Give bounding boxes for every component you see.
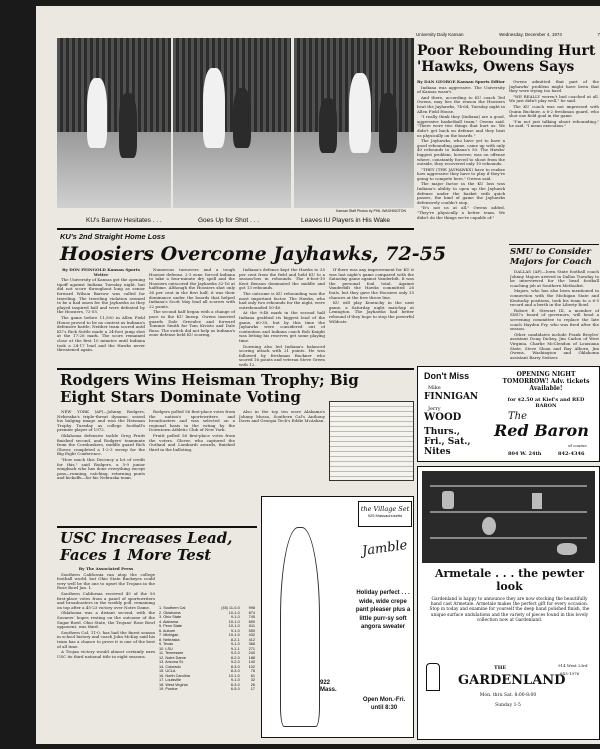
- photo-leaves-players: [294, 38, 414, 208]
- usc-headline: USC Increases Lead, Faces 1 More Test: [60, 529, 233, 564]
- mike-label: Mike: [428, 385, 441, 391]
- hoosiers-col3: Indiana's defense kept the Hawks to 35 per cent from the field and held KU to a season-low in rebounds. The 6-foot-10 Kent Benson dominated the middle and got 13 rebounds. The outcome is KU rebounding was the most important factor. The Hawks, who had only two rebounds for the night, were outrebounded 50-40. At the 9:48 mark in the second half Indiana grabbed its biggest lead of the game, 60-35, but by this time the Jayhawks were considered out of contention and Indiana coach Bob Knight was letting his reserves get some playing time. Downing also led Indiana's balanced scoring attack with 21 points. He was followed by freshman Buckner who scored 16 points and veteran Steve Green with 12.: [239, 268, 325, 366]
- rodgers-headline: Rodgers Wins Heisman Trophy; Big Eight Stars Dominate Voting: [60, 371, 359, 406]
- smu-headline: SMU to Consider Majors for Coach: [510, 247, 592, 267]
- ranking-row: 10. LSU 9-1-1 271: [159, 646, 255, 651]
- rodgers-col1: NEW YORK (AP)—Johnny Rodgers, Nebraska's triple-threat dynamo, seized his bulging image and won the Heisman Trophy Tuesday as college football's premier player of 1972. Oklahoma defensive tackle Greg Pruitt finished second, and Rodgers' teammate from the Cornhuskers, middle guard Rich Glover, completed a 1-2-3 sweep for the Big Eight Conference. "How much this Decency a lot of credit for this," said Rodgers, a 5-9 junior wingback who has done everything except pass—running, catching, returning punts and kickoffs—for his Nebraska team.: [57, 410, 145, 481]
- hoosiers-kicker: KU's 2nd Straight Home Loss: [60, 232, 166, 241]
- wood-label: WOOD: [424, 412, 462, 423]
- ticket-offer: for $2.50 at Kief's and RED BARON: [507, 397, 585, 409]
- ranking-row: 15. UCLA 8-3-0 76: [159, 669, 255, 673]
- ranking-row: 8. Nebraska 8-2-1 412: [159, 637, 255, 642]
- ranking-row: 1. Southern Cal (45) 11-0-0 998: [159, 606, 255, 610]
- lantern-icon: [426, 663, 440, 691]
- newspaper-page: [36, 6, 600, 744]
- gardenland-hours: Mon. thru Sat. 8:00-8:00: [479, 693, 537, 698]
- caption-2: Goes Up for Shot . . .: [198, 217, 260, 224]
- ranking-row: 19. Purdue 6-5-0 17: [159, 687, 255, 691]
- pewter-photo: [422, 471, 595, 563]
- hoosiers-col1: By DON FEINGOLD Kansan Sports Writer The University of Kansas got the opening tipoff against Indiana Tuesday night, but did not score throughout long as senior forward Wilson Barrow was called for traveling. The traveling violation seemed to be a bad omen for the Jayhawks as they played inspired ball and were defeated by the Hoosiers, 72-55. The game before 11,500 in Allen Field House proved to be no contest as Indiana's defensive battle. Neither team scored until KU's Rick Suttle made a 24-foot jump shot at the 17:26 mark. The score remained close at the first 10 minutes until Indiana took a 24-17 lead and the Hawks never threatened again.: [57, 268, 145, 353]
- ranking-row: 14. Colorado 8-3-0 102: [159, 664, 255, 669]
- gardenland-sunday: Sunday 1-5: [495, 703, 521, 708]
- show-days: Thurs., Fri., Sat., Nites: [424, 427, 471, 457]
- gardenland-the: THE: [494, 665, 507, 671]
- ranking-row: 9. Texas 9-1-0 366: [159, 642, 255, 646]
- heisman-vote-table: [329, 401, 414, 481]
- jamble-logo: Jamble: [361, 537, 409, 560]
- ranking-row: 7. Michigan 10-1-0 432: [159, 633, 255, 637]
- ranking-row: 6. Auburn 9-1-0 550: [159, 628, 255, 633]
- armetale-body: Gardenland is happy to announce they are now stocking the beautifully hand cast Armetale. Armetale makes the perfect gift for every occasion. Stop in today and examine for yourself the deep hand polished finish, the unique surface undulations and the variety of pieces found in this lovely collection now at Gardenland.: [429, 597, 590, 623]
- opening-night: OPENING NIGHT TOMORROW! Adv. tickets Available!: [502, 371, 590, 392]
- usc-rankings-table: [157, 606, 257, 692]
- caption-3: Leaves IU Players in His Wake: [301, 217, 390, 224]
- page-header: [416, 32, 600, 37]
- dont-miss: Don't Miss: [424, 371, 470, 381]
- red-baron-of-course: of course: [568, 443, 587, 448]
- villager-mass: Mass.: [320, 687, 337, 693]
- finnigan-label: FINNIGAN: [424, 392, 479, 402]
- caption-1: KU's Barrow Hesitates . . .: [86, 217, 162, 224]
- gardenland-phone: 843-1976: [560, 671, 580, 676]
- red-baron-address: 804 W. 24th: [508, 451, 542, 457]
- ranking-row: 3. Ohio State 9-1-0 745: [159, 615, 255, 619]
- rodgers-col2: Rodgers polled 56 first-place votes from the nation's sportswriters and broadcasters and was selected on a regional basis in the voting by the Downtown Athletic Club of New York. Pruitt polled 56 first-place votes from the voters. Glover, who captured the Outland and Lombardi awards, finished third in the balloting.: [149, 410, 235, 452]
- photo-goes-up-for-shot: [173, 38, 291, 208]
- ranking-row: 12. Notre Dame 8-2-0 188: [159, 655, 255, 660]
- gardenland-name: GARDENLAND: [458, 673, 566, 688]
- ranking-row: 11. Tennessee 9-2-0 240: [159, 651, 255, 655]
- smu-body: DALLAS (AP)—Iowa State football coach Johnny Majors arrived in Dallas Tuesday to be interviewed for the head football coaching job at Southern Methodist. Majors, who has also been mentioned in connection with the Michigan State and Kentucky positions, took his team to a 6-5 record and a berth in the Liberty Bowl. Robert E. Stewart III, a member of SMU's board of governors, will head a screening committee to replace the late coach Hayden Fry, who was fired after the season. Other candidates include Frank Broyles' assistant Doug Dickey, Jim Carlen of West Virginia, Charlie McClendon of Louisiana State, Steve Sloan and Ray Alborn, Jim Owens, Washington and Oklahoma assistant Barry Switzer.: [510, 270, 599, 360]
- usc-col1: By The Associated Press Southern California ran atop the college football world, but Ohio State Buckeyes could very well be the one to upset the Trojans in the Rose Bowl Jan. 1. Southern California received 45 of the 50 first-place votes from a panel of sportswriters and broadcasters in the weekly poll, remaining on top after a 45-23 victory over Notre Dame. Oklahoma was a distant second, with the Sooners' hopes resting on the outcome of the Sugar Bowl. Ohio State, the Trojans' Rose Bowl opponent, was third. Southern Cal, 11-0, has had the finest season in school history and coach John McKay said his team has a chance to prove it is one of the best of all time. A Trojan victory would almost certainly earn USC its third national title in eight seasons.: [57, 567, 155, 659]
- page-number: 7: [597, 32, 600, 37]
- rebounding-byline: By DAN GEORGE Kansan Sports Editor: [417, 80, 505, 84]
- hoosiers-headline: Hoosiers Overcome Jayhawks, 72-55: [60, 243, 447, 265]
- hoosiers-byline: By DON FEINGOLD Kansan Sports Writer: [62, 268, 140, 277]
- rebounding-headline: Poor Rebounding Hurt 'Hawks, Owens Says: [417, 43, 596, 75]
- ranking-row: 17. Louisville 9-1-0 32: [159, 678, 255, 682]
- ranking-row: 2. Oklahoma 10-1-0 874: [159, 610, 255, 615]
- red-baron-phone: 842-4346: [558, 451, 585, 457]
- hoosiers-col2: Numerous turnovers and a tough Hoosier defense, 2-3 zone, forced Indiana to take a four-minute dry spell and the Hoosiers outscored the Jayhawks 32-16 at halftime. Although the Hoosiers shot only 36 per cent in the first half, it was their dominance under the boards that helped Indiana's Scott May lead all scorers with 22 points. The second half began with a change of pace in the KU lineup. Owens inserted guards Dale Greenlee and forward Tommie Smith for Tom Kivisto and Dale Russ. The switch did not help as Indiana's zone defense held KU scoring.: [149, 268, 235, 338]
- red-baron-logo: Red Baron: [494, 421, 589, 440]
- red-baron-the: The: [508, 411, 528, 422]
- ranking-row: 5. Penn State 10-1-0 611: [159, 624, 255, 628]
- hoosiers-col4: If there was any improvement for KU it was last night's game compared with the Saturday game against Vanderbilt. It was the personal foul total. Against Vanderbilt the Hawks committed 26 fouls, but they gave the Hoosiers only 15 chances at the free throw line. KU will play Kentucky in the next game, a Saturday night matchup at Lexington. The Jayhawks had better rebound if they hope to stop the powerful Wildcats.: [329, 268, 414, 324]
- usc-byline: By The Associated Press: [78, 567, 134, 571]
- villager-address: 925 Massachusetts: [367, 513, 403, 518]
- paper-name: University Daily Kansan: [416, 32, 464, 37]
- ranking-row: 18. West Virginia 8-3-0 26: [159, 682, 255, 687]
- villager-set-ad: [261, 496, 414, 738]
- gardenland-address: 914 West 23rd: [558, 663, 588, 668]
- rodgers-col3: Also in the top ten were Alabama's Johnny Musso, Southern Cal's Anthony Davis and Georgia Tech's Eddie McAshan.: [239, 410, 325, 424]
- jerry-label: Jerry: [428, 406, 441, 412]
- rebounding-body: By DAN GEORGE Kansan Sports Editor Indiana was aggressive. The University of Kansas wasn't. And there, according to KU coach Ted Owens, may lies the reason the Hoosiers beat the Jayhawks, 74-64, Tuesday night in Allen Field House. "I really think they (Indiana) are a good, aggressive basketball team," Owens said. "There were two things that hurt us. We didn't get back on defense and they beat us physically on the boards." The Jayhawks, who have yet to have a good rebounding game, came up with only 40 rebounds to Indiana's 50. The Hawks' biggest problem, however, was on offense where, constantly forced to shoot from the outside, they recovered only 10 rebounds. "THEY (THE JAYHAWKS) have to realize how aggressive they have to play if they're going to compete here," Owens said. The major factor in the KU loss was Indiana's ability to open up the Jayhawk defense under the basket with quick passes, the kind of game the Jayhawks defensively couldn't stop. "It's not us at all," Owens added. "They're physically a better team. We didn't do the things we're capable of.": [417, 80, 505, 220]
- red-baron-ad: [417, 366, 600, 462]
- ranking-row: 13. Arizona St. 9-2-0 140: [159, 660, 255, 664]
- villager-store-no: 922: [320, 680, 331, 686]
- armetale-title: Armetale . . . the pewter look: [434, 567, 585, 593]
- villager-shop-name: the Village Set: [360, 505, 410, 513]
- photo-barrow-hesitates: [57, 38, 171, 208]
- ranking-row: 16. North Carolina 10-1-0 61: [159, 673, 255, 678]
- issue-date: Wednesday, December 4, 1974: [499, 32, 562, 37]
- photo-credit: Kansan Staff Photos by PHIL WASHINGTON: [336, 209, 407, 213]
- villager-logo-box: [358, 501, 412, 527]
- gardenland-ad: [417, 466, 600, 740]
- ranking-row: 4. Alabama 10-1-0 690: [159, 619, 255, 624]
- villager-tagline: Holiday perfect . . . wide, wide crepe pant pleaser plus a little purr-sy soft angora sweater: [355, 590, 411, 630]
- villager-hours: Open Mon.-Fri. until 8:30: [362, 697, 406, 711]
- fashion-illustration: [280, 527, 320, 727]
- rebounding-body-col2: Owens admitted that part of the Jayhawks' problem might have been that they were trying too hard. "WE REALLY weren't bad coached at all. We just didn't play well," he said. The KU coach was not impressed with Quinn Buckner, a 6-2 freshman guard, who shot one field goal in the game. "I'm not just talking about rebounding," he said. "I mean execution.": [509, 80, 599, 129]
